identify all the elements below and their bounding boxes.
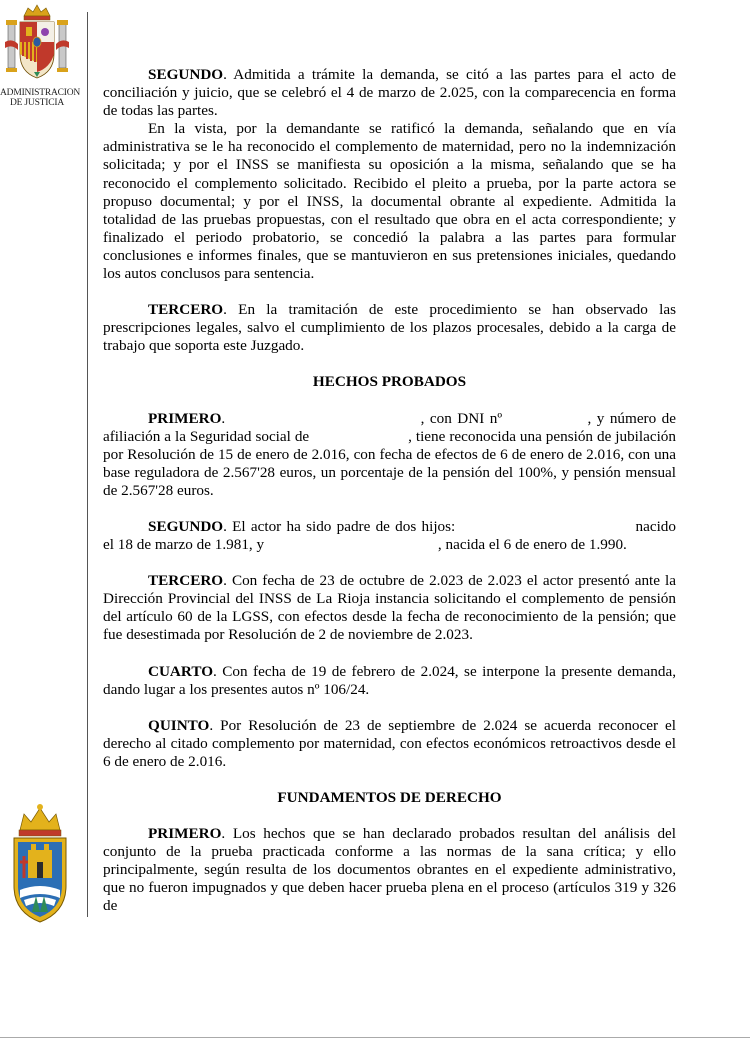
- hecho-primero-text-b: , con DNI nº: [420, 409, 508, 427]
- hecho-segundo: [103, 518, 676, 554]
- hecho-segundo-text-a: . El actor ha sido padre de dos hijos:: [223, 517, 461, 535]
- hecho-segundo-label: SEGUNDO: [148, 517, 224, 535]
- admin-justicia-label: ADMINISTRACION DE JUSTICIA: [0, 88, 81, 108]
- antecedente-tercero-text: . En la tramitación de este procedimiento se han observado las prescripciones legales, salvo el cumplimiento de los plazos procesales, debido a la carga de trabajo que soporta este Juzgado.: [103, 301, 676, 355]
- hecho-segundo-text-c: , nacida el 6 de enero de 1.990.: [437, 536, 627, 554]
- document-body: [103, 66, 676, 916]
- heading-hechos-probados: HECHOS PROBADOS: [312, 373, 467, 391]
- redacted-name: [231, 410, 421, 428]
- hecho-cuarto-label: CUARTO: [148, 662, 214, 680]
- la-rioja-coat-of-arms-icon: [6, 800, 74, 928]
- redacted-affiliation: [313, 428, 408, 446]
- hecho-primero-label: PRIMERO: [148, 409, 222, 427]
- hecho-cuarto-text: . Con fecha de 19 de febrero de 2.024, se interpone la presente demanda, dando lugar a los presentes autos nº 106/24.: [103, 662, 676, 698]
- hecho-tercero-label: TERCERO: [148, 572, 224, 590]
- antecedente-segundo: [103, 66, 676, 120]
- hecho-primero-text-a: .: [221, 409, 231, 427]
- antecedente-segundo-label: SEGUNDO: [148, 66, 224, 83]
- hecho-quinto-text: . Por Resolución de 23 de septiembre de 2.024 se acuerda reconocer el derecho al citado complemento por maternidad, con efectos económicos retroactivos desde el 6 de enero de 2.016.: [103, 716, 676, 770]
- redacted-child-2: [268, 536, 438, 554]
- redacted-child-1: [461, 518, 636, 536]
- antecedente-vista: En la vista, por la demandante se ratificó la demanda, señalando que en vía administrativa se le ha reconocido el complemento de maternidad, pero no la indemnización solicitada; y por el INSS se manifiesta su oposición a la misma, señalando que se ha reconocido el complemento solicitado. Recibido el pleito a prueba, por la parte actora se propuso documental; y por el INSS, la documental obrante al expediente. Admitida la totalidad de las pruebas propuestas, con el resultado que obra en el acta correspondiente; y finalizado el periodo probatorio, se concedió la palabra a las partes para formular conclusiones e informes finales, que se mantuvieron en sus pretensiones iniciales, quedando los autos conclusos para sentencia.: [103, 120, 676, 283]
- antecedente-tercero-label: TERCERO: [148, 301, 224, 319]
- hecho-quinto-label: QUINTO: [148, 716, 210, 734]
- hecho-primero-text-d: , tiene reconocida una pensión de jubilación por Resolución de 15 de enero de 2.016, con fecha de efectos de 6 de enero de 2.016, con una base reguladora de 2.567'28 euros, un porcentaje de la pensión del 100%, y pensión mensual de 2.567'28 euros.: [103, 427, 676, 499]
- hecho-segundo-text-b: nacido el 18 de marzo de 1.981, y: [103, 517, 676, 554]
- hecho-quinto: [103, 717, 676, 771]
- fundamento-primero-text: . Los hechos que se han declarado probados resultan del análisis del conjunto de la prueba practicada conforme a las normas de la sana crítica; y ello principalmente, según resulta de los documentos obrantes en el expediente administrativo, que no fueron impugnados y que deben hacer prueba plena en el proceso (artículos 319 y 326 de: [103, 825, 676, 915]
- hecho-primero: [103, 410, 676, 500]
- hecho-tercero-text: . Con fecha de 23 de octubre de 2.023 de 2.023 el actor presentó ante la Dirección Provincial del INSS de La Rioja instancia solicitando el complemento de pensión del artículo 60 de la LGSS, con efectos desde la fecha de reconocimiento de la pensión; que fue desestimada por Resolución de 2 de noviembre de 2.023.: [103, 572, 676, 644]
- redacted-dni: [508, 410, 588, 428]
- antecedente-segundo-text: . Admitida a trámite la demanda, se citó a las partes para el acto de conciliación y juicio, que se celebró el 4 de marzo de 2.025, con la comparecencia en forma de todas las partes.: [103, 66, 676, 120]
- margin-rule: [87, 12, 88, 917]
- hecho-cuarto: [103, 663, 676, 699]
- fundamento-primero: [103, 825, 676, 915]
- hecho-tercero: [103, 572, 676, 644]
- footer-rule: [0, 1037, 750, 1038]
- fundamento-primero-label: PRIMERO: [148, 825, 222, 843]
- spain-coat-of-arms-icon: [2, 2, 72, 86]
- hecho-primero-text-c: , y número de afiliación a la Seguridad social de: [103, 409, 676, 445]
- antecedente-tercero: [103, 301, 676, 355]
- heading-fundamentos-derecho: FUNDAMENTOS DE DERECHO: [277, 789, 502, 806]
